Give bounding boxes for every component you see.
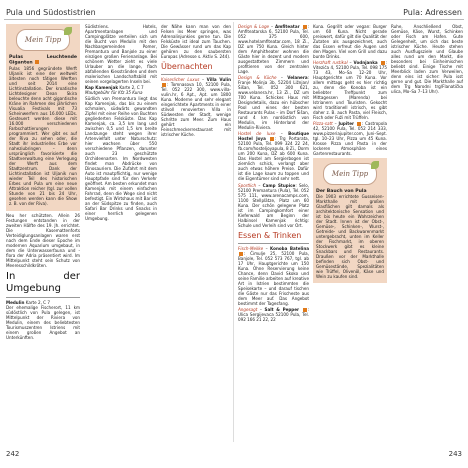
map-ref-icon — [35, 60, 39, 64]
entry: Fisch-Meilke – Konoba Batelina : Čimulje 25, 52100 Pula, Banjole, Tel. 052 573 767, tgl. ab 17 Uhr, Hauptgerichte um 150 Kuna. Ohne Reservierung keine Chance, denn David Skoko und seine Familie arbeiten auf kreative Art in Istrien bestimmten die Speisekarte – und darauf tischen die Gäste nur das Frischeste aus dem Meer auf. Das Angebot bestimmt der Tagesfang. — [238, 245, 309, 306]
section-heading: Übernachten — [161, 62, 213, 71]
entry-subline: Mautgebühr für Kfz 35 Kuna — [85, 90, 143, 96]
entry-category: Design & Küche — [238, 75, 277, 81]
tip-text: Pulas 1856 gegründete Werft Uljanik ist eine der weltweit ältesten noch tätigen Werften und seit 2014 eine Lichtinstallation. Der kroatische Lichtdesigner Dean Skira beleuchte denn acht gigantische Kräne im Rahmen des jährlichen Visualia Festivals mit 73 Scheinwerfern aus 16.000 LEDs. Gesteuert werden diese mit 16.000 verschiedenen Farbschattierungen programmiert. Wer gibt es auf der Riva zu sehen oder, die Stadt ihr industrielles Erbe vor naheziubringen – denn ursprünglich favorisierte die Stadtverwaltung eine Verlegung der Werft aus dem Stadtzentrum. Dank der Lichtinstallation ist Uljanik nun wieder Teil des historischen Erbes und Pula um eine neue Attraktion reicher (tgl. zur vollen Stunde von 21 bis 24 Uhr, gesehen werden kann die Show z. B. von der Riva). — [9, 66, 77, 207]
section-rule — [238, 243, 309, 244]
page-number-left: 242 — [6, 450, 20, 458]
mein-tipp-badge — [323, 163, 377, 185]
entry-name: Vodnjanka — [353, 60, 378, 66]
entry-text: Amfiteatarska 6, 52100 Pula, Tel. 052 375 600, www.hotelamfiteatar.com, 18 Zi., DZ um 750 Kuna. Gleich hinter dem Amphitheater wohnen die Gäste hier in dezent und modern ausgestatteten Zimmern und profitieren von der zentralen Lage. — [238, 29, 309, 74]
section-heading: Essen & Trinken — [238, 230, 302, 240]
badge-label: Mein Tipp — [24, 36, 62, 44]
entry-text: Der ehemalige Fischerort, 11 km südöstlich von Pula gelegen, ist Mittelpunkt der Riviera von Medulin, einem des beliebtesten Tourismuszentren Istriens mit einem großen Angebot an Unterkünften. — [6, 304, 80, 340]
tip-box-2 — [313, 158, 387, 284]
entry-name: Boutique Hostel Joya — [238, 131, 309, 142]
column-1 — [6, 24, 80, 440]
entry: Hostel de luxe – Boutique Hostel Joya : Trg Portarata, 52100 Pula, Tel. 099 324 22 24, fb.com/hosteljoyapula, 8 Zi., Dorm um 200 Kuna, DZ ab 600 Kuna. Das Hostel am Sergierbogen ist ziemlich schick, verlangt aber auch etwas höhere Preise. Dafür ist die Lage kaum zu toppen und die Eigentümer sind sehr nett. — [238, 131, 309, 182]
entry-name: Amfiteatar — [274, 24, 300, 29]
entry-text: Franje Molinja 3b, 52204 Ližnjan/Šišan, Tel. 052 300 621, www.velanera.hr, 13 Zi., DZ um 700 Kuna. Schickes Haus mit Designdetails, dazu ein hübscher Pool und eines der besten Restaurants Pulas – im Dorf Šišan, rund 4 km nordöstlich von Medulin, im Hinterland der Medulin-Riviera. — [238, 80, 309, 131]
paragraph: Südistriens. Hotels, Apartmentanlagen und Campingplätze verteilen sich um die Bucht von Medulin mit den Nachbargemeinden Pomer, Premantura und Banjole zu einer einzigen großen Ferienanlage. Bei schönem Wetter zieht es viele Urlauber an die lange, flach abfallenden Kiesstränden und dem malerischen Landschaftsbild mit seinen vorgelagerten Inseln bei. — [85, 24, 157, 84]
entry-category: Sportlich — [238, 182, 257, 188]
entry-name: Konoba Batelina — [270, 245, 309, 251]
entry-name: Velanera — [287, 75, 308, 81]
entry-category: Herzhaft rustikal — [313, 60, 348, 66]
column-2 — [85, 24, 157, 440]
entry-text: Ulica Sergijevaca 52100 Pula, Tel. 092 166 21 22, 22 — [238, 311, 309, 322]
paragraph: Südlich von Premantura liegt das Kap Kamenjak, das bis zu einem schmalen, südwärts gewandten Zipfel mit einer Reihe von Buchten gegliederten Felsküste. Das Kap Kamenjak, ca. 3,5 km lang und zwischen 0,5 und 1,5 km breite Landzunge steht wegen ihrer Artenvielfalt unter Naturschutz: hier wachsen über 550 verschiedene Pflanzen, darunter auch 23 geschützte Orchideenarten. Im Nordwesten findet man Abdrücke von Dinosauriern. Die Zufahrt mit dem Auto ist mautpflichtig, nur wenige Hauptpfade sind für den Verkehr geöffnet. Am besten erkundet man Kamenjak mit einem einfachen Fahrrad, denn die Wege sind nicht befestigt. Ein Wirtshaus mit Bar ist an der Südspitze zu finden, auch Safari Bar Drinks und Snacks in einer herrlich gelegenen Umgebung. — [85, 96, 157, 222]
entry-text: Tomnasova 10, 52100 Pula, Tel. 052 222 300, www.villa-vulin.hr, 6 Apt., Apt. um 1800 Kuna. Moderne und sehr elegant eingerichtete Apartments in einer stilvoll renovierten Villa in Südwesten der Stadt, wenige Schritte zum Meer. Zum Haus gehört ein Feinschmeckerrestaurant mit istrischer Küche. — [161, 82, 231, 137]
column-4 — [238, 24, 309, 440]
entry-text: Trg Portarata, 52100 Pula, Tel. 099 324 22 24, fb.com/hosteljoyapula, 8 Zi., Dorm um 200 Kuna, DZ ab 600 Kuna. Das Hostel am Sergierbogen ist ziemlich schick, verlangt aber auch etwas höhere Preise. Dafür ist die Lage kaum zu toppen und die Eigentümer sind sehr nett. — [238, 136, 309, 182]
entry-text: Vitezića 4, 52100 Pula, Tel. 098 175 73 43, Mo–Sa 12–20 Uhr, Hauptgerichte um 70 Kuna. Vor allem mittags geht es hier richtig zu, denn die Konoba ist ein beliebter Treffpunkt zum Mittagessen (Marenda) bei Istrianern und Touristen. Gekocht wird traditionell istrisch, es gibt daher z. B. auch Pasta, viel Fleisch, Fisch oder Fuži mit Trüffeln. — [313, 65, 387, 121]
header-rule — [4, 19, 464, 20]
running-head-left: Pula und Südostistrien — [6, 8, 96, 17]
section-rule — [161, 74, 231, 75]
entry-name: Camp Stupice — [262, 182, 296, 188]
tip-title — [9, 55, 77, 66]
entry-text: Čimulje 25, 52100 Pula, Banjole, Tel. 052 573 767, tgl. ab 17 Uhr, Hauptgerichte um 150 Kuna. Ohne Reservierung keine Chance, denn David Skoko und seine Familie arbeiten auf kreative Art in Istrien bestimmten die Speisekarte – und darauf tischen die Gäste nur das Frischeste aus dem Meer auf. Das Angebot bestimmt der Tagesfang. — [238, 250, 309, 306]
map-ref-text: Karte 2, C 7 — [119, 85, 144, 91]
entry: Design & Küche – Velanera: Franje Molinja 3b, 52204 Ližnjan/Šišan, Tel. 052 300 621, www.velanera.hr, 13 Zi., DZ um 700 Kuna. Schickes Haus mit Designdetails, dazu ein hübscher Pool und eines der besten Restaurants Pulas – im Dorf Šišan, rund 4 km nordöstlich von Medulin, im Hinterland der Medulin-Riviera. — [238, 75, 309, 131]
entry: Design & Loge – Amfiteatar : Amfiteatarska 6, 52100 Pula, Tel. 052 375 600, www.hotelamfiteatar.com, 18 Zi., DZ um 750 Kuna. Gleich hinter dem Amphitheater wohnen die Gäste hier in dezent und modern ausgestatteten Zimmern und profitieren von der zentralen Lage. — [238, 24, 309, 74]
paragraph: Ruhe, Anschließend Obst, Gemüse, Käse, Wurst, Schinken oder Fisch am Hafen. Gute Gelegenheit, um sich das beste istrischer Küche. Heute stehen auch Ausflugsziele und Glaube alles rund um den Markt, die besonders bei Einheimischen beliebt sind. Einige Tische mit Meerblick laden zum Verweilen, denn eins ist sicher: Pula isst gerne und gut. Die Markthalle auf dem Trg Narodni trg/Flanatička ulica, Mo–Sa 7–13 Uhr). — [391, 24, 463, 94]
entry-name: Villa Vulin — [206, 77, 231, 82]
entry: Herzhaft rustikal – Vodnjanka : Vitezića 4, 52100 Pula, Tel. 098 175 73 43, Mo–Sa 12–20 Uhr, Hauptgerichte um 70 Kuna. Vor allem mittags geht es hier richtig zu, denn die Konoba ist ein beliebter Treffpunkt zum Mittagessen (Marenda) bei Istrianern und Touristen. Gekocht wird traditionell istrisch, es gibt daher z. B. auch Pasta, viel Fleisch, Fisch oder Fuži mit Trüffeln. — [313, 60, 387, 121]
running-head-right: Pula: Adressen — [403, 8, 462, 17]
entry — [6, 300, 80, 340]
page-gutter — [233, 22, 234, 442]
entry-title: Medulin — [6, 299, 25, 305]
section-rule — [6, 297, 80, 298]
map-ref-text: Karte 2, C 7 — [25, 299, 50, 305]
entry-category: Hostel de luxe — [238, 131, 276, 137]
section-heading: In der Umgebung — [6, 270, 80, 294]
tip-box-1 — [6, 24, 80, 211]
paragraph: Neu her schützten. Allein 26 Festungen entstanden in der zweiten Hälfte des 19. Jh. errichtet. Die Kasemattenforts Verteidiglungsanlagen waren erst nach dem Ende dieser Epoche im modernen Aquarium umgebaut, in dem die Unterwasserfauna und -flora der Adria präsentiert wird. Im Mittelpunkt steht sein Schutz von Meeresschildkröten. — [6, 212, 80, 268]
entry-title: Kap Kamenjak — [85, 85, 119, 91]
entry: Kaiserlicher Luxus – Villa Vulin : Tomnasova 10, 52100 Pula, Tel. 052 222 300, www.villa-vulin.hr, 6 Apt., Apt. um 1800 Kuna. Moderne und sehr elegant eingerichtete Apartments in einer stilvoll renovierten Villa in Südwesten der Stadt, wenige Schritte zum Meer. Zum Haus gehört ein Feinschmeckerrestaurant mit istrischer Küche. — [161, 77, 231, 137]
column-3 — [161, 24, 231, 440]
entry-category: Angesagt — [238, 306, 258, 312]
tip-title: Der Bauch von Pula — [316, 188, 367, 194]
entry-name: Salt & Pepper — [264, 306, 300, 312]
entry-category: Pizza-satt — [313, 121, 333, 127]
entry-category: Design & Loge — [238, 24, 270, 29]
paragraph: der Nähe kann man von den Felsen ins Meer springen, was Adrenalinjunkies gerne tun. Die Felsküste ist ideal zum Tauchen. Die Gewässer rund um das Kap gehören zu den saubersten Europas (Adresse s. Aktiv S. 244). — [161, 24, 231, 59]
column-5 — [313, 24, 387, 440]
entry — [85, 85, 157, 95]
entry-text: Castropola 42, 52100 Pula, Tel. 052 214 333, www.pizzeriajupiter.com, Juni–Sept. tgl. 10–23 Uhr, Pizza um 45 Kuna. Krosse Pizza und Pasta in der lockeren Atmosphäre eines Gartenrestaurants. — [313, 121, 387, 157]
page-number-right: 243 — [448, 450, 462, 458]
entry: Pizza-satt – Jupiter : Castropola 42, 52100 Pula, Tel. 052 214 333, www.pizzeriajupiter.com, Juni–Sept. tgl. 10–23 Uhr, Pizza um 45 Kuna. Krosse Pizza und Pasta in der lockeren Atmosphäre eines Gartenrestaurants. — [313, 121, 387, 157]
leaf-icon — [371, 161, 379, 169]
paragraph: Kuna. Gegrillt oder vegan: Burger um 60 Kuna. Nicht gerade preiswert, dafür gilt die Qualität der Zutaten als ausgezeichnet, auch das Essen erfreut die Augen und den Magen. Viel vom Grill und dazu bunte Drinks. — [313, 24, 387, 59]
entry-name: Jupiter — [338, 121, 354, 127]
badge-label: Mein Tipp — [331, 169, 369, 178]
entry-text: Selo, 52100 Premantura (Pula), Tel. 052 575 111, www.arenacamps.com, 1100 Stellplätze, Platz um 60 Kuna. Der schön gelegene Platz ist im Campingkomfort einer Kieferwald am Beginn der Halbinsel Kamenjak richtig: Schule und Verleih sind vor Ort. — [238, 182, 309, 228]
tip-text: Die 1903 errichtete Gusseisen-Markthalle mit großen Glasflächen gilt damals als architektonische Sensation und ist bis heute ein Wahrzeichen der Stadt. Innen ist der Obst-, Gemüse-, Schinken-, Wurst-, Getreide- und Backwarenmarkt untergebracht, unten im Keller der Fischmarkt, im oberen Stockwerk gibt es kleine Snackbars und Restaurants. Draußen vor der Markthalle befinden sich Obst- und Gemüsestände, Spezialitäten wie Trüffel, Olivenöl, Käse und Wein zu kaufen sind. — [316, 193, 384, 279]
leaf-icon — [64, 27, 72, 35]
entry: Angesagt – Salt & Pepper : Ulica Sergijevaca 52100 Pula, Tel. 092 166 21 22, 22 — [238, 306, 309, 322]
entry-category: Kaiserlicher Luxus — [161, 77, 200, 82]
entry-category: Fisch-Meilke — [238, 245, 264, 251]
tip-title-text: Pulas Leuchtende Giganten — [9, 55, 77, 66]
entry: Sportlich – Camp Stupice: Selo, 52100 Premantura (Pula), Tel. 052 575 111, www.arenacamps.com, 1100 Stellplätze, Platz um 60 Kuna. Der schön gelegene Platz ist im Campingkomfort einer Kieferwald am Beginn der Halbinsel Kamenjak richtig: Schule und Verleih sind vor Ort. — [238, 182, 309, 228]
column-6 — [391, 24, 463, 440]
mein-tipp-badge — [16, 29, 70, 51]
